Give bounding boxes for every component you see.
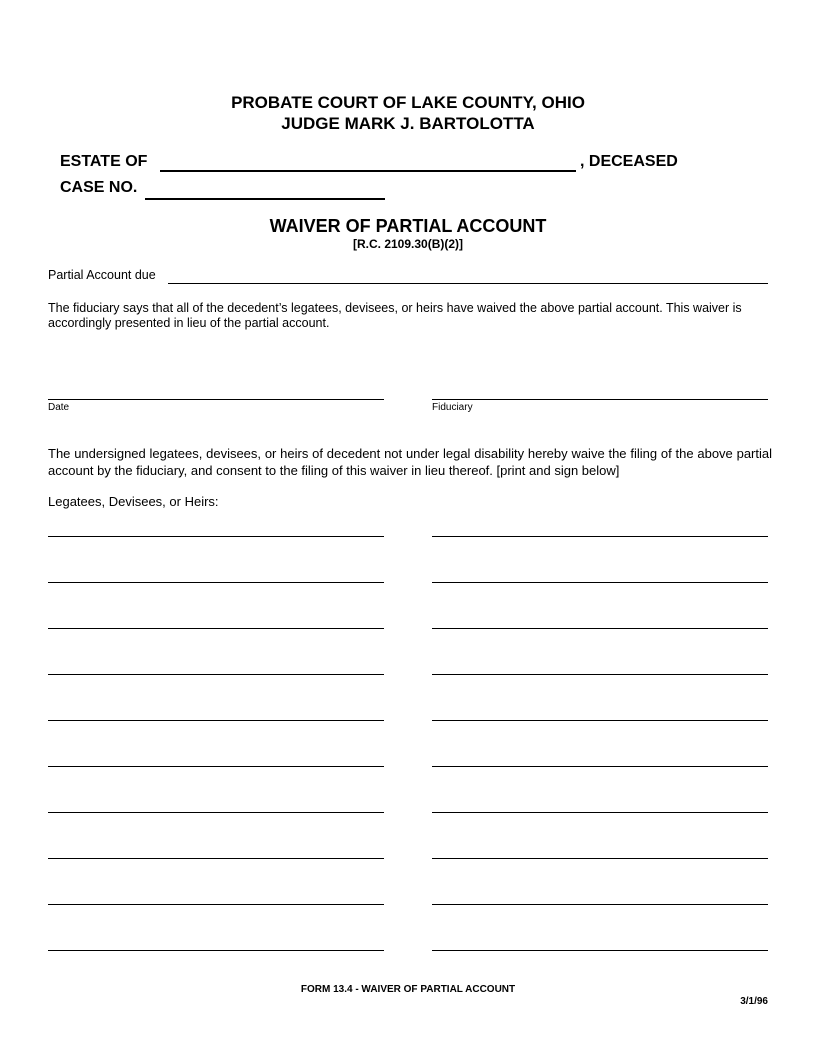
form-title: WAIVER OF PARTIAL ACCOUNT	[269, 216, 547, 236]
partial-account-label: Partial Account due	[48, 268, 156, 282]
heir-print-name-line[interactable]	[48, 720, 384, 721]
fiduciary-signature-line[interactable]	[432, 399, 768, 400]
heir-print-name-line[interactable]	[48, 766, 384, 767]
fiduciary-label: Fiduciary	[432, 402, 473, 413]
statute-reference: [R.C. 2109.30(B)(2)]	[352, 237, 464, 251]
heir-signature-line[interactable]	[432, 766, 768, 767]
case-number-label: CASE NO.	[60, 179, 138, 196]
heir-print-name-line[interactable]	[48, 812, 384, 813]
case-number-field[interactable]	[145, 198, 385, 200]
footer-revision-date: 3/1/96	[740, 996, 768, 1007]
judge-name: JUDGE MARK J. BARTOLOTTA	[281, 114, 535, 133]
heir-signature-line[interactable]	[432, 582, 768, 583]
heir-print-name-line[interactable]	[48, 628, 384, 629]
heir-signature-line[interactable]	[432, 536, 768, 537]
heir-print-name-line[interactable]	[48, 582, 384, 583]
date-label: Date	[48, 402, 70, 413]
heir-print-name-line[interactable]	[48, 904, 384, 905]
heir-signature-line[interactable]	[432, 812, 768, 813]
partial-account-field[interactable]	[168, 283, 768, 284]
heir-print-name-line[interactable]	[48, 536, 384, 537]
heir-print-name-line[interactable]	[48, 858, 384, 859]
deceased-label: , DECEASED	[580, 153, 678, 170]
heirs-label: Legatees, Devisees, or Heirs:	[48, 494, 219, 509]
heir-signature-line[interactable]	[432, 674, 768, 675]
heir-signature-line[interactable]	[432, 628, 768, 629]
footer-form-name: FORM 13.4 - WAIVER OF PARTIAL ACCOUNT	[300, 984, 516, 995]
heir-print-name-line[interactable]	[48, 674, 384, 675]
date-signature-line[interactable]	[48, 399, 384, 400]
heir-signature-line[interactable]	[432, 720, 768, 721]
heir-signature-line[interactable]	[432, 858, 768, 859]
court-name: PROBATE COURT OF LAKE COUNTY, OHIO	[231, 93, 585, 112]
fiduciary-statement: The fiduciary says that all of the decedent’s legatees, devisees, or heirs have waived the above partial account. This waiver is accordingly presented in lieu of the partial account.	[48, 301, 742, 330]
heir-print-name-line[interactable]	[48, 950, 384, 951]
heir-signature-line[interactable]	[432, 904, 768, 905]
estate-name-field[interactable]	[160, 170, 576, 172]
estate-label: ESTATE OF	[60, 153, 148, 170]
heir-signature-line[interactable]	[432, 950, 768, 951]
waiver-statement: The undersigned legatees, devisees, or heirs of decedent not under legal disability hereby waive the filing of the above partial account by the fiduciary, and consent to the filing of this waiver in lieu thereof. [print and sign below]	[48, 446, 772, 478]
